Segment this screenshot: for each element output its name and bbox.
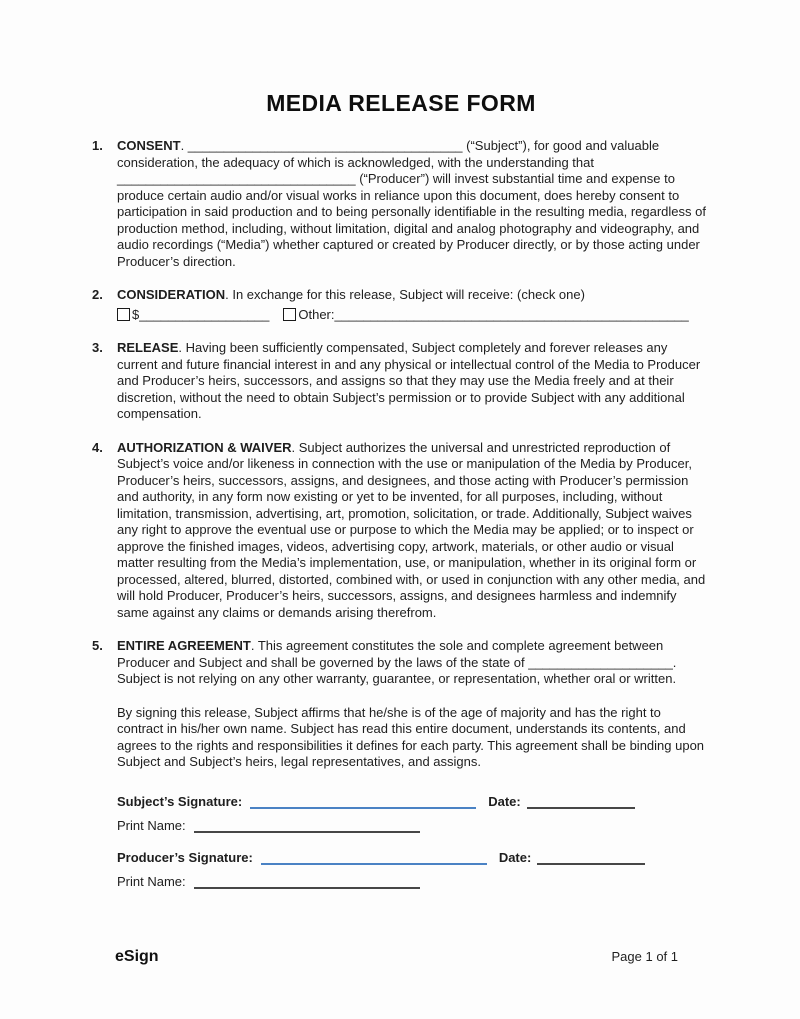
page-title: MEDIA RELEASE FORM [266, 90, 536, 116]
section-number: 5. [92, 638, 103, 653]
producer-print-name-label: Print Name: [117, 873, 186, 889]
section-release [92, 340, 710, 423]
section-number: 4. [92, 439, 103, 455]
producer-signature-field[interactable] [261, 849, 487, 865]
section-body-text: . ______________________________________ (“Subject”), for good and valuable consideration, the adequacy of which is acknowledged, with the understanding that _________________________________ (“Producer”) will invest substantial time and expense to produce certain audio and/or visual works in reliance upon this document, does hereby consent to participation in said production and to being personally identifiable in the resulting media, regardless of production method, including, without limitation, digital and analog photography and videography, and audio recordings (“Media”) whether captured or created by Producer directly, or by those acting under Producer’s direction. [117, 138, 706, 269]
producer-date-field[interactable] [537, 849, 645, 865]
subject-signature-group [117, 793, 710, 834]
dollar-blank-line[interactable]: __________________ [139, 306, 270, 322]
section-number: 1. [92, 138, 103, 153]
section-body-text: . Having been sufficiently compensated, Subject completely and forever releases any current and future financial interest in and any physical or intellectual control of the Media to Producer and Producer’s heirs, successors, and assigns so that they may use the Media freely and at their discretion, without the need to obtain Subject’s permission or to provide Subject with any additional compensation. [117, 340, 701, 421]
closing-paragraph: By signing this release, Subject affirms that he/she is of the age of majority and has the right to contract in his/her own name. Subject has read this entire document, understands its contents, and agrees to the rights and responsibilities it defines for each party. This agreement shall be binding upon Subject and Subject’s heirs, legal representatives, and assigns. [117, 704, 705, 769]
page-number: Page 1 of 1 [611, 949, 678, 964]
subject-print-name-row [117, 817, 710, 834]
other-checkbox[interactable] [283, 308, 296, 321]
section-number: 3. [92, 340, 103, 355]
section-authorization-waiver [92, 440, 710, 622]
producer-print-name-field[interactable] [194, 873, 420, 889]
section-text [117, 287, 710, 323]
subject-signature-row [117, 793, 710, 810]
section-text [117, 638, 710, 688]
producer-print-name-row [117, 873, 710, 890]
section-heading: CONSIDERATION [117, 287, 226, 302]
section-text [117, 340, 710, 423]
section-text [117, 138, 710, 270]
producer-signature-group [117, 849, 710, 890]
subject-print-name-field[interactable] [194, 817, 420, 833]
producer-signature-row [117, 849, 710, 866]
signature-section [117, 793, 710, 890]
other-option [283, 307, 688, 324]
section-body-text: . Subject authorizes the universal and unrestricted reproduction of Subject’s voice and/or likeness in connection with the use or manipulation of the Media by Producer, Producer’s heirs, successors, assigns, and designees, and those acting with Producer’s permission and authority, in any form now existing or yet to be invented, for all purposes, including, without limitation, transmission, advertising, art, promotion, solicitation, or trade. Additionally, Subject waives any right to approve the eventual use or purpose to which the Media may be applied; or to inspect or approve the finished images, videos, advertising copy, artwork, materials, or other audio or visual matter resulting from the Media’s implementation, use, or manipulation, whether in its original form or processed, altered, blurred, distorted, combined with, or used in conjunction with any other media, and will hold Producer, Producer’s heirs, successors, assigns, and designees harmless and indemnify same against any claims or demands arising therefrom. [117, 439, 706, 620]
other-blank-line[interactable]: _________________________________________________ [334, 306, 689, 322]
subject-date-label: Date: [488, 793, 521, 809]
subject-signature-field[interactable] [250, 793, 476, 809]
section-text [117, 440, 710, 622]
section-number: 2. [92, 287, 103, 302]
producer-signature-label: Producer’s Signature: [117, 849, 253, 865]
esign-logo: eSign [115, 948, 159, 965]
dollar-option [117, 307, 269, 324]
section-heading: RELEASE [117, 340, 179, 355]
section-heading: CONSENT [117, 138, 181, 153]
dollar-checkbox[interactable] [117, 308, 130, 321]
section-body-text: . This agreement constitutes the sole and complete agreement between Producer and Subject and shall be governed by the laws of the state of ____________________. Subject is not relying on any other warranty, guarantee, or representation, whether oral or written. [117, 638, 677, 686]
subject-date-field[interactable] [527, 793, 635, 809]
section-consideration [92, 287, 710, 323]
section-heading: ENTIRE AGREEMENT [117, 638, 251, 653]
section-consent [92, 138, 710, 270]
subject-print-name-label: Print Name: [117, 817, 186, 833]
section-entire-agreement [92, 638, 710, 688]
section-heading: AUTHORIZATION & WAIVER [117, 439, 292, 455]
other-label: Other: [298, 306, 335, 322]
dollar-label: $ [132, 306, 140, 322]
consideration-options [117, 307, 710, 324]
section-body-text: . In exchange for this release, Subject will receive: (check one) [225, 287, 585, 302]
subject-signature-label: Subject’s Signature: [117, 793, 243, 809]
producer-date-label: Date: [498, 849, 532, 865]
page-footer [115, 948, 678, 966]
